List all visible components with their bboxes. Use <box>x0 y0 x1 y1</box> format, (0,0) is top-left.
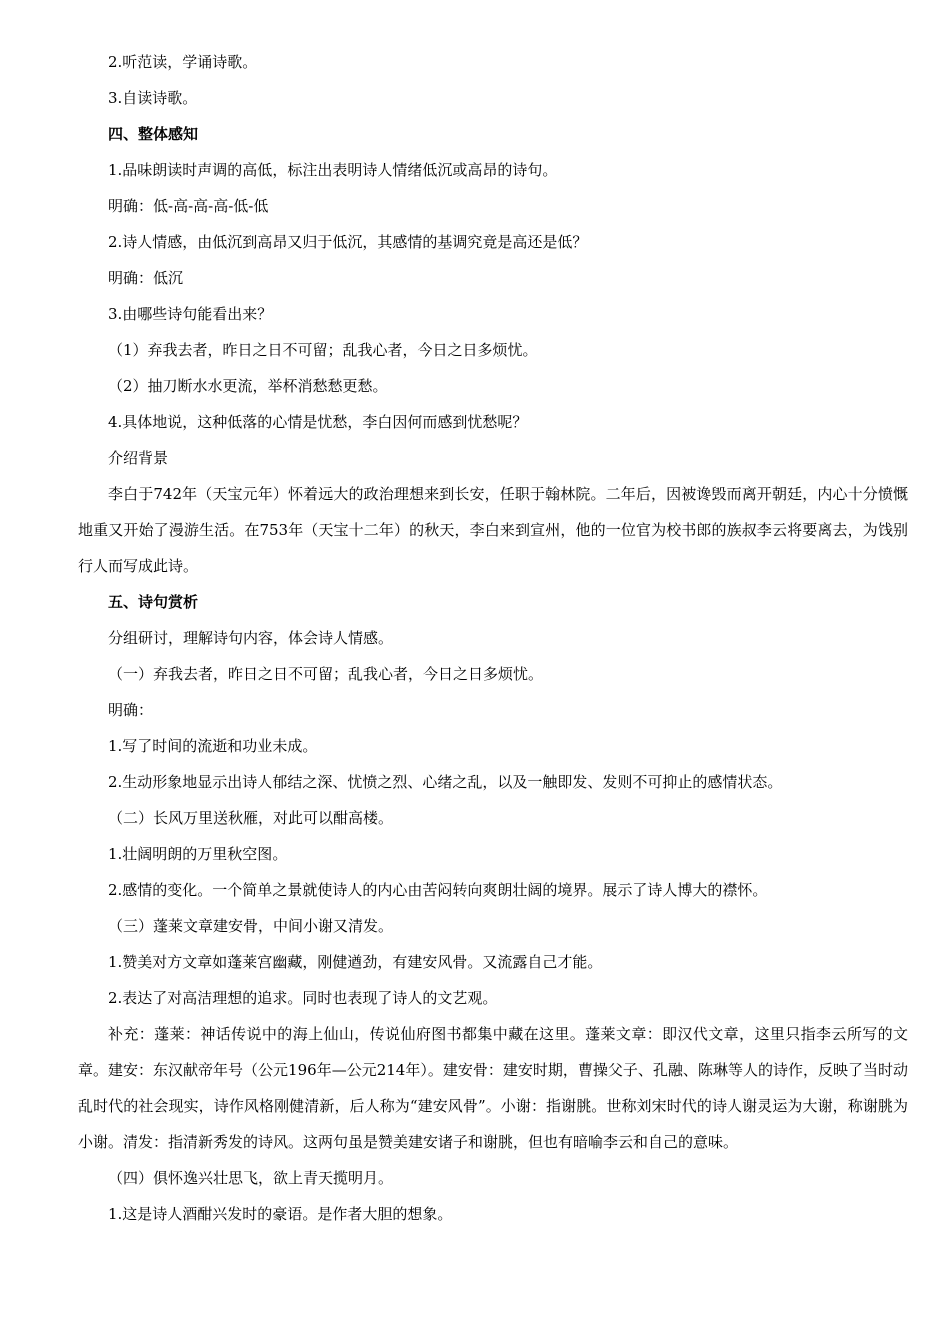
background-paragraph: 李白于742年（天宝元年）怀着远大的政治理想来到长安，任职于翰林院。二年后，因被谗毁而离开朝廷，内心十分愤慨地重又开始了漫游生活。在753年（天宝十二年）的秋天，李白来到宣州，他的一位官为校书郎的族叔李云将要离去，为饯别行人而写成此诗。 <box>78 485 908 575</box>
text-line: （三）蓬莱文章建安骨，中间小谢又清发。 <box>108 917 394 935</box>
document-page <box>78 44 908 1232</box>
text-line: 分组研讨，理解诗句内容，体会诗人情感。 <box>108 629 394 647</box>
text-line: （二）长风万里送秋雁，对此可以酣高楼。 <box>108 809 394 827</box>
text-line: 2.表达了对高洁理想的追求。同时也表现了诗人的文艺观。 <box>108 989 498 1007</box>
text-line: （四）俱怀逸兴壮思飞，欲上青天揽明月。 <box>108 1169 394 1187</box>
text-line: 2.诗人情感，由低沉到高昂又归于低沉，其感情的基调究竟是高还是低？ <box>108 233 588 251</box>
text-line: 3.由哪些诗句能看出来？ <box>108 305 273 323</box>
section-heading-5: 五、诗句赏析 <box>108 593 199 611</box>
text-line: 4.具体地说，这种低落的心情是忧愁，李白因何而感到忧愁呢？ <box>108 413 528 431</box>
text-line: 1.写了时间的流逝和功业未成。 <box>108 737 318 755</box>
text-line: （1）弃我去者，昨日之日不可留；乱我心者，今日之日多烦忧。 <box>108 341 538 359</box>
text-line: （一）弃我去者，昨日之日不可留；乱我心者，今日之日多烦忧。 <box>108 665 544 683</box>
text-line: 介绍背景 <box>108 449 169 467</box>
text-line: 2.感情的变化。一个简单之景就使诗人的内心由苦闷转向爽朗壮阔的境界。展示了诗人博大的襟怀。 <box>108 881 768 899</box>
text-line: 1.壮阔明朗的万里秋空图。 <box>108 845 288 863</box>
text-line: 2.听范读，学诵诗歌。 <box>108 53 258 71</box>
text-line: 明确：低沉 <box>108 269 184 287</box>
section-heading-4: 四、整体感知 <box>108 125 199 143</box>
supplement-paragraph: 补充：蓬莱：神话传说中的海上仙山，传说仙府图书都集中藏在这里。蓬莱文章：即汉代文章，这里只指李云所写的文章。建安：东汉献帝年号（公元196年—公元214年）。建安骨：建安时期，曹操父子、孔融、陈琳等人的诗作，反映了当时动乱时代的社会现实，诗作风格刚健清新，后人称为“建安风骨”。小谢：指谢朓。世称刘宋时代的诗人谢灵运为大谢，称谢朓为小谢。清发：指清新秀发的诗风。这两句虽是赞美建安诸子和谢朓，但也有暗喻李云和自己的意味。 <box>78 1025 908 1151</box>
text-line: 2.生动形象地显示出诗人郁结之深、忧愤之烈、心绪之乱，以及一触即发、发则不可抑止的感情状态。 <box>108 773 783 791</box>
text-line: 1.这是诗人酒酣兴发时的豪语。是作者大胆的想象。 <box>108 1205 453 1223</box>
text-line: （2）抽刀断水水更流，举杯消愁愁更愁。 <box>108 377 388 395</box>
text-line: 1.品味朗读时声调的高低，标注出表明诗人情绪低沉或高昂的诗句。 <box>108 161 558 179</box>
text-line: 3.自读诗歌。 <box>108 89 198 107</box>
text-line: 明确：低-高-高-高-低-低 <box>108 197 269 215</box>
text-line: 明确： <box>108 701 154 719</box>
text-line: 1.赞美对方文章如蓬莱宫幽藏，刚健遒劲，有建安风骨。又流露自己才能。 <box>108 953 603 971</box>
